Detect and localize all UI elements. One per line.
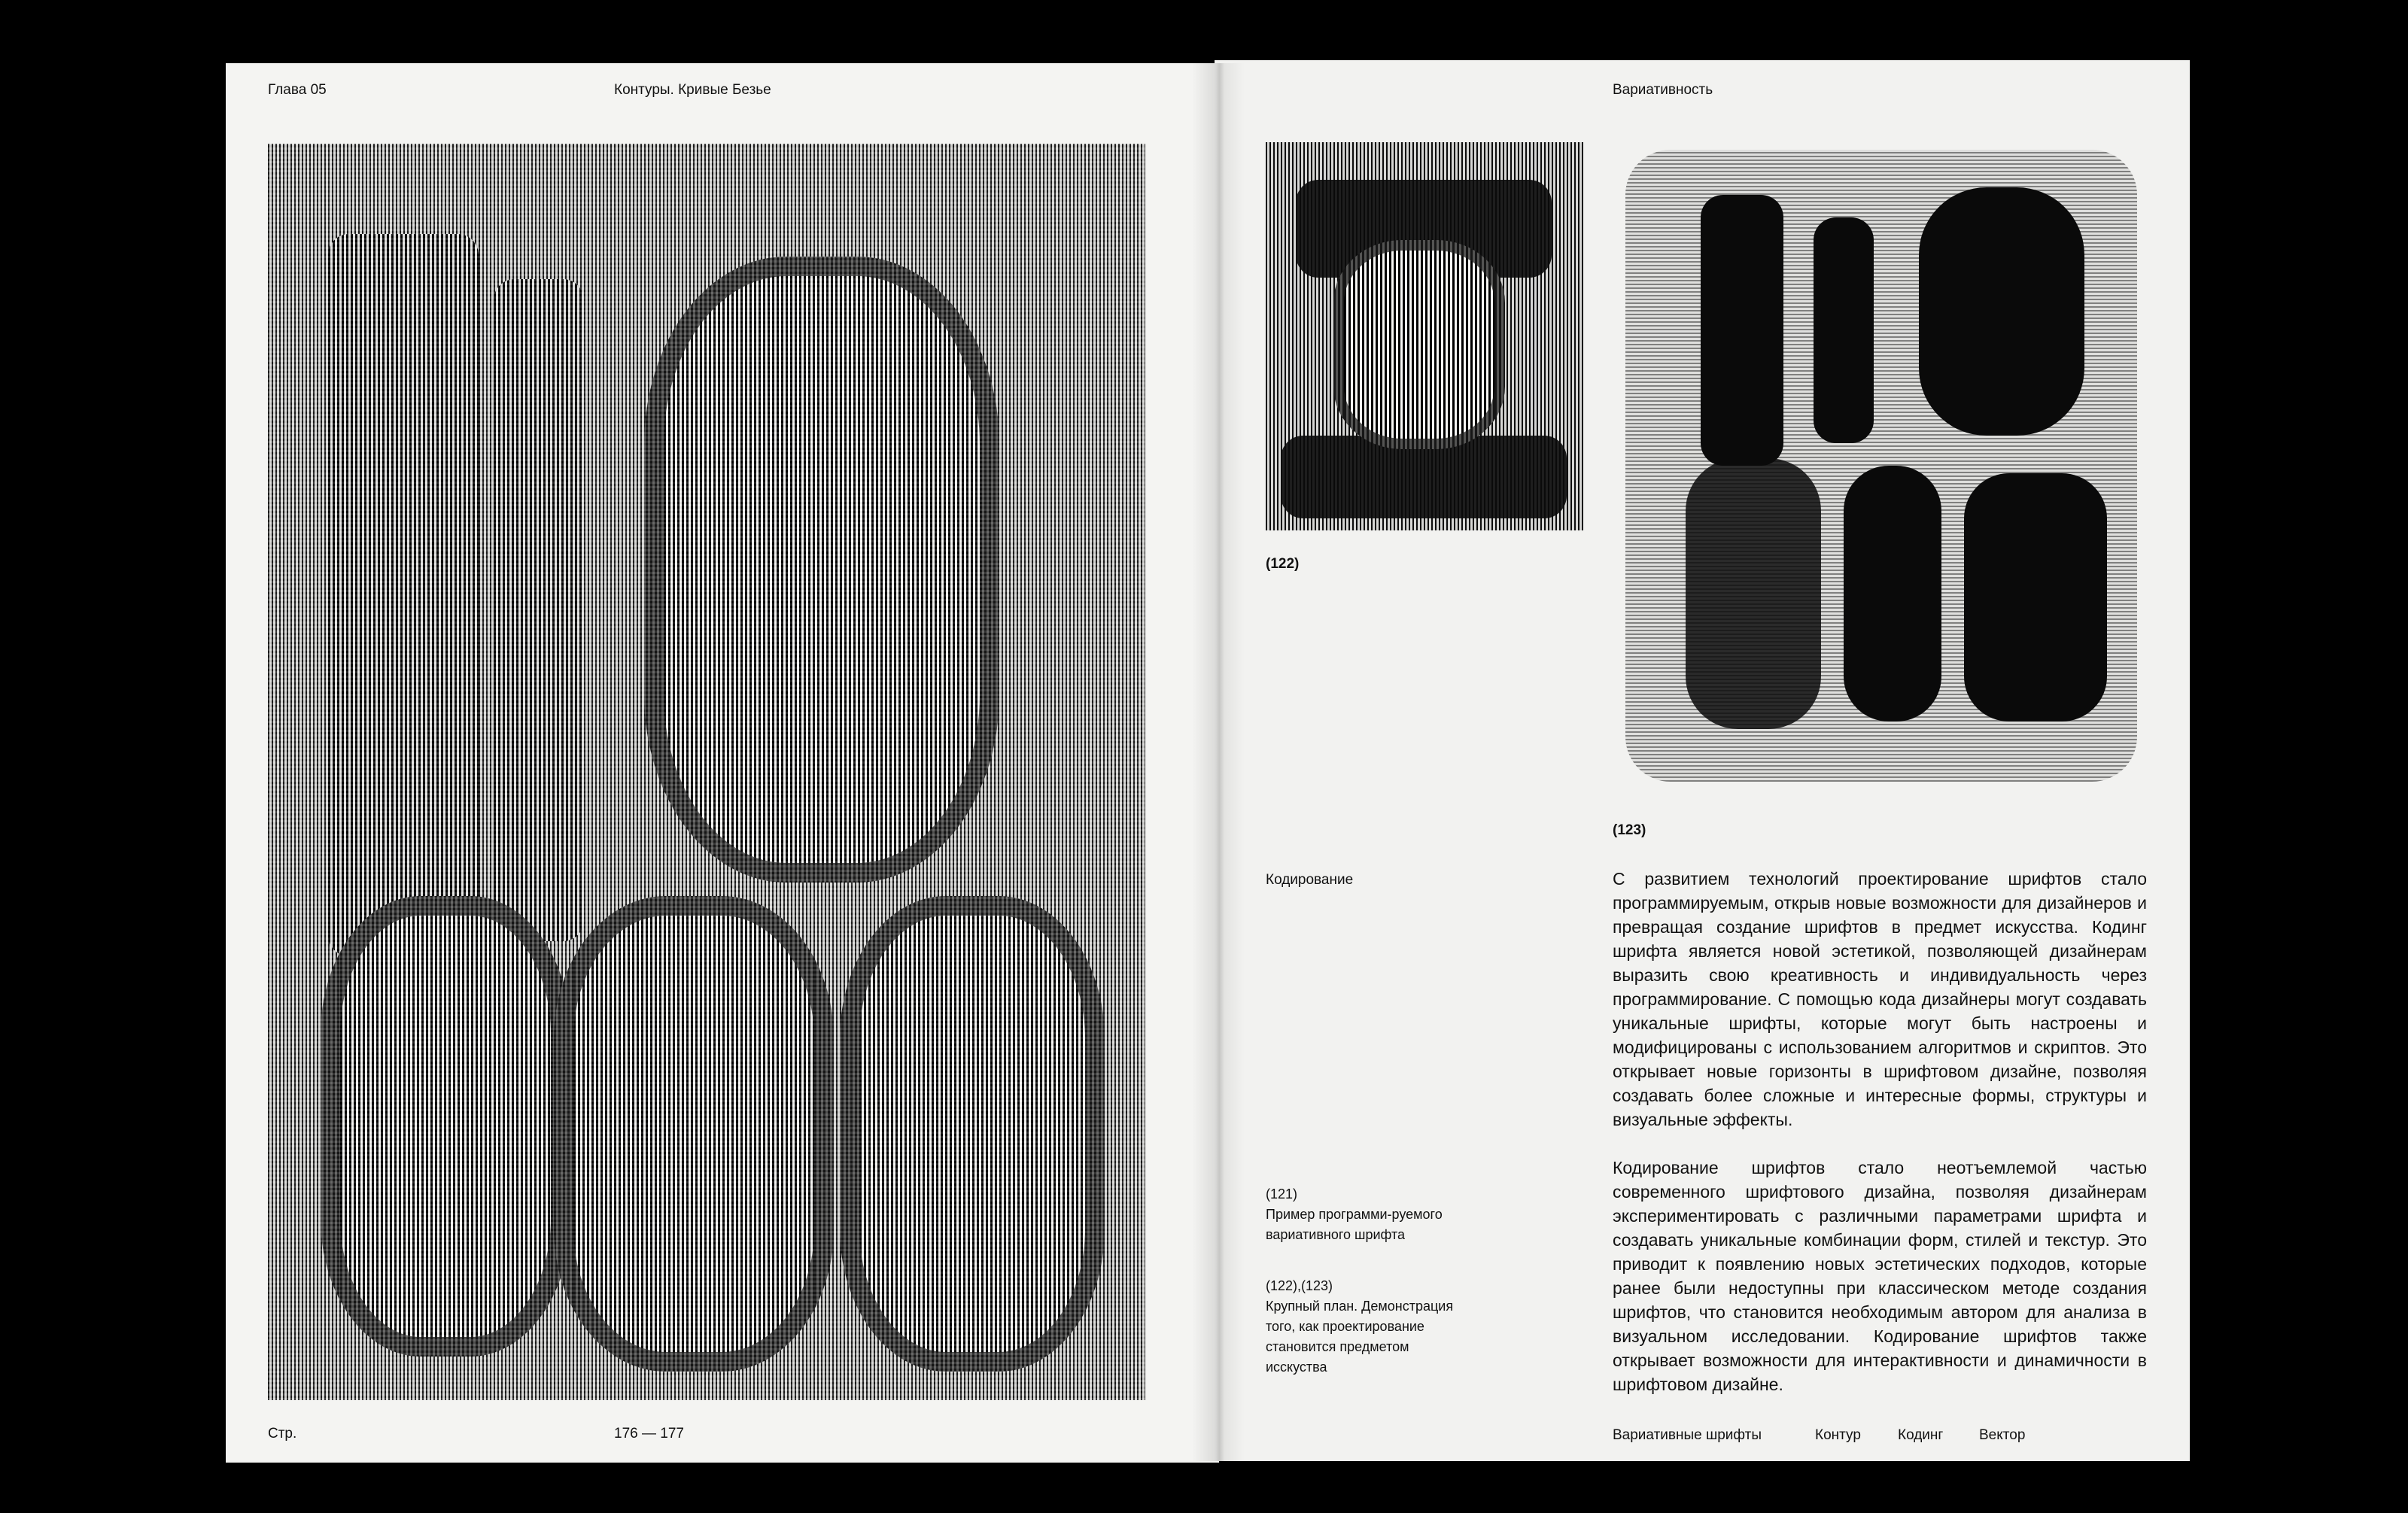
glyph-8 [1686, 458, 1821, 729]
figure-122-closeup [1266, 142, 1583, 530]
body-text [1613, 867, 2147, 1396]
tag-variable-fonts: Вариативные шрифты [1613, 1427, 1762, 1443]
figure-123-variable-font [1618, 142, 2149, 792]
body-paragraph: Кодирование шрифтов стало неотъемлемой частью современного шрифтового дизайна, позволяя дизайнерам экспериментировать с различными параметрами шрифта и создавать уникальные комбинации форм, стилей и текстур. Это приводит к появлению новых эстетических подходов, которые ранее были недоступны при классическом методе создания шрифтов, что становится необходимым автором для анализа в визуальном исследовании. Кодирование шрифтов также открывает возможности для интерактивности и динамичности в шрифтовом дизайне. [1613, 1158, 2147, 1394]
glyph-stroke [494, 279, 584, 941]
page-label: Стр. [268, 1426, 297, 1442]
tag-coding: Кодинг [1898, 1427, 1944, 1443]
figure-123-caption: (123) [1613, 822, 1646, 838]
figure-122-caption: (122) [1266, 556, 1300, 572]
sidebar-heading: Кодирование [1266, 872, 1354, 888]
note-text: Крупный план. Демонстрация того, как проектирование становится предметом исскуства [1266, 1299, 1454, 1375]
section-title: Контуры. Кривые Безье [614, 82, 771, 98]
glyph-stroke [328, 234, 479, 956]
glyph-o-detail [1333, 240, 1505, 449]
right-header: Вариативность [1613, 82, 1713, 98]
glyph-o [644, 257, 999, 883]
chapter-label: Глава 05 [268, 82, 327, 98]
tag-vector: Вектор [1979, 1427, 2026, 1443]
glyph-e [840, 896, 1105, 1372]
glyph-s [1844, 466, 1941, 722]
glyph-m-stem [1701, 195, 1783, 466]
glyph-e [1964, 473, 2107, 722]
body-paragraph: С развитием технологий проектирование шрифтов стало программируемым, открыв новые возможности для дизайнеров и превращая создание шрифтов в предмет искусства. Кодинг шрифта является новой эстетикой, позволяющей дизайнерам выразить свою креативность и индивидуальность через программирование. С помощью кода дизайнеры могут создавать уникальные шрифты, которые могут быть настроены и модифицированы с использованием алгоритмов и скриптов. Это открывает новые горизонты в шрифтовом дизайне, позволяя создавать более сложные и интересные формы, структуры и визуальные эффекты. [1613, 869, 2147, 1129]
note-ref: (121) [1266, 1186, 1298, 1202]
glyph-o [1919, 187, 2084, 436]
glyph-m-stem [1814, 217, 1874, 443]
glyph-s [554, 896, 834, 1372]
page-numbers: 176 — 177 [614, 1426, 684, 1442]
tag-contour: Контур [1815, 1427, 1861, 1443]
glyph-8 [321, 896, 570, 1357]
note-text: Пример программи-руемого вариативного шрифта [1266, 1207, 1443, 1242]
note-122-123 [1266, 1276, 1454, 1378]
note-ref: (122),(123) [1266, 1278, 1333, 1293]
book-gutter-shadow [1192, 63, 1245, 1461]
note-121 [1266, 1184, 1454, 1245]
variable-font-artwork-121 [268, 144, 1145, 1400]
